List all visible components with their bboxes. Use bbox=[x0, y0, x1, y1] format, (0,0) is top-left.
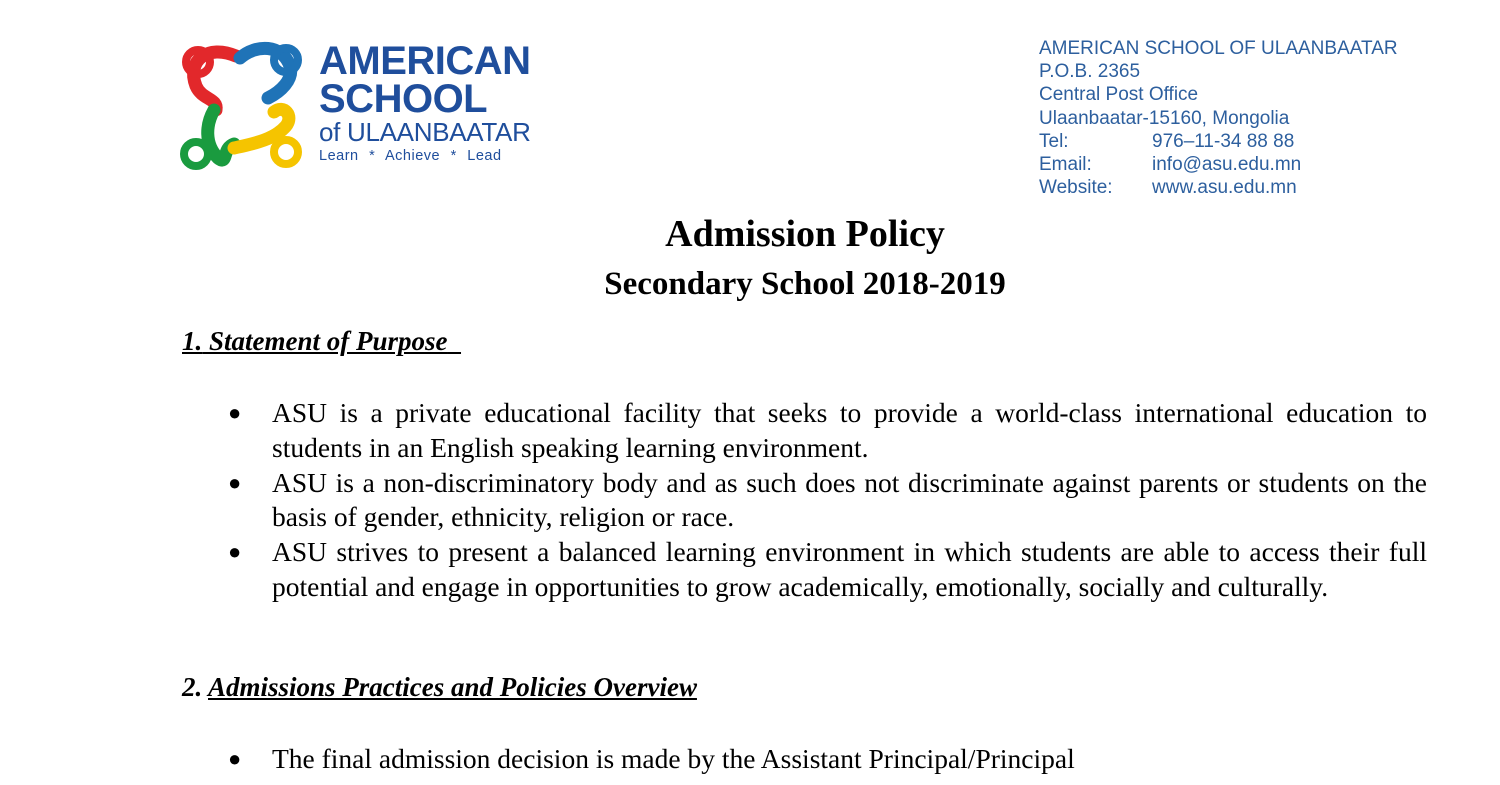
section-2-title: Admissions Practices and Policies Overview bbox=[208, 672, 697, 702]
logo-tagline: Learn * Achieve * Lead bbox=[319, 148, 502, 164]
bullet-text: The final admission decision is made by the Assistant Principal/Principal bbox=[272, 743, 1075, 774]
address-email-value[interactable]: info@asu.edu.mn bbox=[1152, 154, 1302, 176]
section-1-number: 1. bbox=[182, 326, 203, 356]
list-item bbox=[228, 535, 1427, 605]
address-tel-label: Tel: bbox=[1039, 130, 1069, 152]
bullet-text: ASU is a non-discriminatory body and as such does not discriminate against parents or students on the basis of gender, ethnicity, religion or race. bbox=[272, 466, 1427, 533]
document-subtitle: Secondary School 2018-2019 bbox=[604, 266, 1006, 302]
list-item bbox=[228, 466, 1427, 536]
logo-figures-icon bbox=[178, 40, 308, 175]
list-item bbox=[228, 396, 1427, 466]
address-website-value[interactable]: www.asu.edu.mn bbox=[1152, 177, 1297, 199]
school-address-block bbox=[1039, 37, 1398, 199]
bullet-dot-icon: ● bbox=[228, 469, 242, 495]
bullet-dot-icon: ● bbox=[228, 539, 242, 565]
address-email-label: Email: bbox=[1039, 154, 1092, 176]
logo-line-ulaanbaatar: of ULAANBAATAR bbox=[319, 117, 531, 147]
logo-wordmark bbox=[319, 39, 531, 166]
section-1-bullet-list bbox=[0, 396, 1427, 605]
address-tel-row bbox=[1039, 130, 1398, 153]
logo-line-american: AMERICAN bbox=[319, 39, 531, 83]
bullet-dot-icon: ● bbox=[228, 400, 242, 425]
bullet-text: ASU strives to present a balanced learning environment in which students are able to access their full potential and engage in opportunities to grow academically, emotionally, socially and culturally. bbox=[272, 536, 1427, 602]
bullet-dot-icon: ● bbox=[228, 746, 242, 771]
address-pob: P.O.B. 2365 bbox=[1039, 61, 1141, 83]
address-website-label: Website: bbox=[1039, 177, 1113, 199]
section-1-title: Statement of Purpose bbox=[209, 326, 448, 356]
logo-red-figure bbox=[194, 52, 236, 110]
section-2-heading bbox=[182, 672, 697, 703]
document-title: Admission Policy bbox=[665, 213, 945, 255]
address-website-row bbox=[1039, 176, 1398, 199]
address-office: Central Post Office bbox=[1039, 84, 1199, 106]
section-1-heading bbox=[182, 326, 461, 357]
address-email-row bbox=[1039, 153, 1398, 176]
logo-green-head bbox=[184, 142, 208, 166]
address-tel-value: 976–11-34 88 88 bbox=[1152, 130, 1295, 152]
address-school-name: AMERICAN SCHOOL OF ULAANBAATAR bbox=[1039, 38, 1398, 59]
section-2-bullet-list bbox=[0, 742, 1427, 777]
address-city: Ulaanbaatar-15160, Mongolia bbox=[1039, 107, 1290, 129]
school-logo bbox=[178, 40, 548, 180]
logo-yellow-head bbox=[274, 140, 298, 164]
logo-line-school: SCHOOL bbox=[319, 77, 488, 121]
list-item bbox=[228, 742, 1427, 777]
bullet-text: ASU is a private educational facility that seeks to provide a world-class international education to students in an English speaking learning environment. bbox=[272, 397, 1427, 463]
section-2-number: 2. bbox=[182, 672, 203, 702]
